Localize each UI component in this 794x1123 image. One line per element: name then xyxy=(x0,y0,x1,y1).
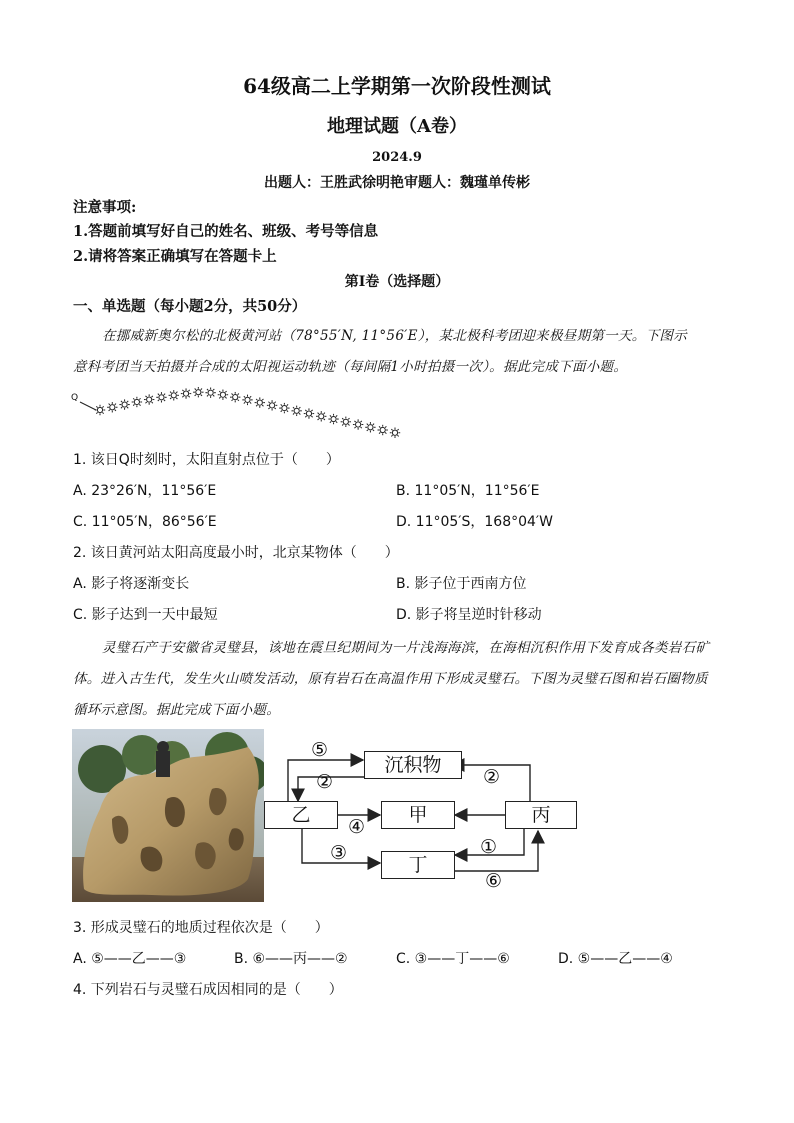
lingbi-stone-photo xyxy=(72,729,264,902)
sun-position-mark xyxy=(193,387,203,397)
sun-position-mark xyxy=(255,397,265,407)
notice-item-1: 1.答题前填写好自己的姓名、班级、考号等信息 xyxy=(73,223,379,240)
q3-stem: 3. 形成灵璧石的地质过程依次是（ ） xyxy=(73,920,329,936)
sun-position-mark xyxy=(218,390,228,400)
passage1-line1: 在挪威新奥尔松的北极黄河站（78°55′N, 11°56′E），某北极科考团迎来极昼期第一天。下图示 xyxy=(102,328,687,344)
q1-option-a[interactable]: A. 23°26′N，11°56′E xyxy=(73,483,217,499)
q1-option-b[interactable]: B. 11°05′N，11°56′E xyxy=(396,483,540,499)
node-yi: 乙 xyxy=(264,801,338,829)
q-time-label: Q xyxy=(71,393,79,403)
q3-option-d[interactable]: D. ⑤——乙——④ xyxy=(558,951,673,967)
sun-position-mark xyxy=(365,422,375,432)
passage2-line1: 灵璧石产于安徽省灵璧县，该地在震旦纪期间为一片浅海海滨，在海相沉积作用下发育成各类岩石矿 xyxy=(102,640,710,656)
sun-position-mark xyxy=(144,394,154,404)
q2-stem: 2. 该日黄河站太阳高度最小时，北京某物体（ ） xyxy=(73,545,399,561)
q1-option-c[interactable]: C. 11°05′N，86°56′E xyxy=(73,514,217,530)
label-3: ③ xyxy=(330,842,348,864)
q2-option-c[interactable]: C. 影子达到一天中最短 xyxy=(73,607,218,623)
sun-position-mark xyxy=(156,392,166,402)
node-bing: 丙 xyxy=(505,801,577,829)
notice-item-2: 2.请将答案正确填写在答题卡上 xyxy=(73,248,277,265)
q3-option-c[interactable]: C. ③——丁——⑥ xyxy=(396,951,510,967)
notice-heading: 注意事项: xyxy=(73,199,137,216)
q2-option-d[interactable]: D. 影子将呈逆时针移动 xyxy=(396,607,542,623)
sun-position-mark xyxy=(230,392,240,402)
q3-option-a[interactable]: A. ⑤——乙——③ xyxy=(73,951,187,967)
sun-position-mark xyxy=(181,388,191,398)
q2-option-b[interactable]: B. 影子位于西南方位 xyxy=(396,576,527,592)
node-jia: 甲 xyxy=(381,801,455,829)
sun-position-mark xyxy=(341,417,351,427)
exam-subtitle: 地理试题（A卷） xyxy=(327,116,467,137)
q3-option-b[interactable]: B. ⑥——丙——② xyxy=(234,951,348,967)
q1-stem: 1. 该日Q时刻时，太阳直射点位于（ ） xyxy=(73,452,340,468)
label-6: ⑥ xyxy=(485,870,503,892)
sun-position-mark xyxy=(353,419,363,429)
q-connector xyxy=(80,402,96,410)
exam-date: 2024.9 xyxy=(372,150,422,165)
passage2-line2: 体。进入古生代，发生火山喷发活动，原有岩石在高温作用下形成灵璧石。下图为灵璧石图和岩石圈物质 xyxy=(73,671,708,687)
sun-position-mark xyxy=(279,403,289,413)
sun-track-figure xyxy=(70,378,410,438)
section-title: 第I卷（选择题） xyxy=(344,274,450,290)
sun-position-mark xyxy=(316,411,326,421)
sun-position-mark xyxy=(205,388,215,398)
sun-position-mark xyxy=(378,425,388,435)
sun-position-mark xyxy=(95,405,105,415)
sun-position-mark xyxy=(291,406,301,416)
sun-position-mark xyxy=(107,402,117,412)
q2-option-a[interactable]: A. 影子将逐渐变长 xyxy=(73,576,190,592)
q1-option-d[interactable]: D. 11°05′S，168°04′W xyxy=(396,514,553,530)
sun-position-mark xyxy=(169,390,179,400)
node-sediment: 沉积物 xyxy=(364,751,462,779)
label-4: ④ xyxy=(348,816,366,838)
exam-authors: 出题人：王胜武徐明艳审题人：魏瑾单传彬 xyxy=(264,175,530,191)
exam-title: 64级高二上学期第一次阶段性测试 xyxy=(243,74,551,98)
label-2-right: ② xyxy=(483,766,501,788)
section-heading: 一、单选题（每小题2分，共50分） xyxy=(73,298,307,315)
sun-position-mark xyxy=(304,408,314,418)
sun-position-mark xyxy=(119,399,129,409)
label-2-left: ② xyxy=(316,771,334,793)
q4-stem: 4. 下列岩石与灵璧石成因相同的是（ ） xyxy=(73,982,343,998)
sun-position-mark xyxy=(390,428,400,438)
label-1: ① xyxy=(480,836,498,858)
node-ding: 丁 xyxy=(381,851,455,879)
sun-position-mark xyxy=(267,400,277,410)
sun-position-mark xyxy=(242,395,252,405)
passage1-line2: 意科考团当天拍摄并合成的太阳视运动轨迹（每间隔1小时拍摄一次）。据此完成下面小题。 xyxy=(73,359,628,375)
passage2-line3: 循环示意图。据此完成下面小题。 xyxy=(73,702,280,718)
sun-position-mark xyxy=(132,397,142,407)
sun-position-mark xyxy=(328,414,338,424)
label-5: ⑤ xyxy=(311,739,329,761)
